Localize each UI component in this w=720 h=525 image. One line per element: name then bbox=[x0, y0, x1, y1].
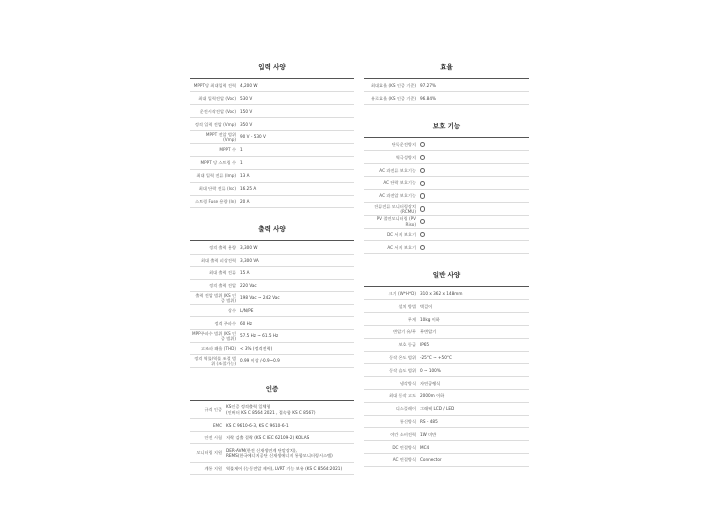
spec-label: 운전시작전압 (Voc) bbox=[190, 105, 238, 118]
spec-value-line: 1W 미만 bbox=[420, 431, 437, 437]
spec-row bbox=[364, 377, 529, 390]
spec-value bbox=[238, 317, 354, 330]
protection-title: 보호 기능 bbox=[364, 116, 529, 138]
spec-row bbox=[364, 454, 529, 467]
spec-row bbox=[364, 228, 529, 241]
spec-row bbox=[364, 215, 529, 228]
spec-value-line: 자연공랭식 bbox=[420, 380, 441, 386]
spec-value-line: 역률제어 (능동전압 제어), LVRT 기능 보유 (KS C 8564:2021) bbox=[226, 465, 343, 471]
spec-value bbox=[224, 462, 354, 475]
circle-icon bbox=[420, 168, 425, 173]
spec-value-line: 10kg 이하 bbox=[420, 316, 440, 322]
spec-value bbox=[238, 241, 354, 254]
spec-row bbox=[190, 401, 354, 419]
spec-label: 냉각방식 bbox=[364, 377, 418, 390]
supported-indicator bbox=[418, 215, 529, 228]
spec-label: 상수 bbox=[190, 304, 238, 317]
spec-row bbox=[364, 189, 529, 202]
spec-label: 변압기 유/무 bbox=[364, 326, 418, 339]
spec-value-line: KS C 9610-6-3, KS C 9610-6-1 bbox=[226, 422, 289, 428]
spec-label: DC 서지 보호기 bbox=[364, 228, 418, 241]
spec-value-line: L/N/PE bbox=[240, 308, 254, 314]
spec-value-line: 무변압기 bbox=[420, 329, 437, 335]
spec-value-line: Connector bbox=[420, 457, 442, 463]
spec-value bbox=[418, 364, 529, 377]
spec-row bbox=[190, 355, 354, 368]
spec-row bbox=[190, 92, 354, 105]
spec-value bbox=[238, 156, 354, 169]
spec-value bbox=[238, 267, 354, 280]
spec-row bbox=[190, 330, 354, 343]
spec-value-line: 13 A bbox=[240, 173, 250, 179]
spec-row bbox=[190, 118, 354, 131]
spec-value-line: IP65 bbox=[420, 342, 430, 348]
spec-value bbox=[418, 377, 529, 390]
spec-value bbox=[238, 118, 354, 131]
spec-value bbox=[224, 444, 354, 462]
spec-row bbox=[364, 92, 529, 105]
spec-value bbox=[238, 169, 354, 182]
circle-icon bbox=[420, 232, 425, 237]
spec-row bbox=[364, 138, 529, 151]
spec-value bbox=[238, 79, 354, 92]
spec-row bbox=[364, 441, 529, 454]
spec-row bbox=[364, 364, 529, 377]
spec-value bbox=[238, 330, 354, 343]
spec-value bbox=[418, 338, 529, 351]
input-spec-title: 입력 사양 bbox=[190, 57, 354, 79]
spec-value-line: MC4 bbox=[420, 444, 430, 450]
spec-value-line: 530 V bbox=[240, 95, 253, 101]
spec-label: MPPT 전압 범위 (Vmp) bbox=[190, 131, 238, 144]
spec-label: 최대 단락 전류 (Isc) bbox=[190, 182, 238, 195]
circle-icon bbox=[420, 206, 425, 211]
spec-row bbox=[190, 279, 354, 292]
spec-label: PV 절연모니터링 (PV Riso) bbox=[364, 215, 418, 228]
spec-value-line: 97.27% bbox=[420, 82, 436, 88]
spec-value-line: 벽걸이 bbox=[420, 303, 433, 309]
general-spec-title: 일반 사양 bbox=[364, 265, 529, 287]
spec-label: 계통 지원 bbox=[190, 462, 224, 475]
spec-row bbox=[364, 428, 529, 441]
spec-label: MPPT 수 bbox=[190, 143, 238, 156]
spec-label: 유로효율 (KS 인증 기준) bbox=[364, 92, 418, 105]
spec-label: AC 서지 보호기 bbox=[364, 241, 418, 254]
spec-value bbox=[418, 441, 529, 454]
spec-row bbox=[190, 267, 354, 280]
spec-row bbox=[190, 254, 354, 267]
spec-row bbox=[364, 177, 529, 190]
left-column bbox=[190, 57, 354, 475]
spec-value-line: 96.84% bbox=[420, 95, 436, 101]
spec-label: 동작 온도 범위 bbox=[364, 351, 418, 364]
spec-value bbox=[238, 304, 354, 317]
spec-value-line: DER-AVM(한전 신재생연계 단말장치), bbox=[226, 447, 297, 453]
output-spec-title: 출력 사양 bbox=[190, 219, 354, 241]
spec-value-line: -25°C ~ +50°C bbox=[420, 354, 452, 360]
spec-value-line: 16.25 A bbox=[240, 185, 257, 191]
supported-indicator bbox=[418, 189, 529, 202]
spec-label: 단독운전방지 bbox=[364, 138, 418, 151]
spec-row bbox=[190, 156, 354, 169]
supported-indicator bbox=[418, 202, 529, 215]
spec-value bbox=[418, 390, 529, 403]
spec-label: 크기 (W*H*D) bbox=[364, 287, 418, 300]
spec-value-line: 4,200 W bbox=[240, 82, 258, 88]
spec-row bbox=[364, 326, 529, 339]
circle-icon bbox=[420, 142, 425, 147]
spec-row bbox=[190, 444, 354, 462]
supported-indicator bbox=[418, 241, 529, 254]
spec-label: 역극성방지 bbox=[364, 151, 418, 164]
supported-indicator bbox=[418, 151, 529, 164]
spec-value-line: 350 V bbox=[240, 121, 253, 127]
spec-row bbox=[364, 338, 529, 351]
spec-row bbox=[364, 241, 529, 254]
spec-value bbox=[238, 143, 354, 156]
spec-value bbox=[238, 182, 354, 195]
spec-row bbox=[364, 202, 529, 215]
spec-value-line: 20 A bbox=[240, 198, 250, 204]
spec-row bbox=[190, 292, 354, 305]
spec-value bbox=[418, 92, 529, 105]
spec-row bbox=[190, 195, 354, 208]
spec-value bbox=[238, 355, 354, 368]
spec-label: 잔류전류 모니터링장치 (RCMU) bbox=[364, 202, 418, 215]
spec-value-line: 57.5 Hz ~ 61.5 Hz bbox=[240, 333, 279, 339]
spec-label: 정격 출력 전압 bbox=[190, 279, 238, 292]
spec-label: 출력 전압 범위 (KS 인증 범위) bbox=[190, 292, 238, 305]
spec-label: MPPT당 최대입력 전력 bbox=[190, 79, 238, 92]
spec-value bbox=[418, 79, 529, 92]
spec-label: 규격 인증 bbox=[190, 401, 224, 419]
spec-row bbox=[364, 287, 529, 300]
spec-value bbox=[238, 105, 354, 118]
spec-value-line: 1 bbox=[240, 160, 243, 166]
spec-label: 정격 역률/역률 조절 범위 (조절가능) bbox=[190, 355, 238, 368]
spec-row bbox=[190, 169, 354, 182]
spec-row bbox=[190, 419, 354, 432]
spec-value-line: 0.99 이상 /-0.9~0.9 bbox=[240, 358, 280, 364]
general-spec-table bbox=[364, 287, 529, 467]
spec-label: 스트링 Fuse 용량 (In) bbox=[190, 195, 238, 208]
efficiency-title: 효율 bbox=[364, 57, 529, 79]
spec-label: 최대 출력 전류 bbox=[190, 267, 238, 280]
spec-value-line: (인버터 KS C 8564 2021 , 접속함 KS C 8567) bbox=[226, 409, 316, 415]
spec-label: 최대 출력 피상전력 bbox=[190, 254, 238, 267]
spec-label: MPPT 당 스트링 수 bbox=[190, 156, 238, 169]
spec-row bbox=[364, 402, 529, 415]
spec-value-line: 60 Hz bbox=[240, 320, 253, 326]
spec-value-line: 150 V bbox=[240, 108, 253, 114]
cert-title: 인증 bbox=[190, 379, 354, 401]
circle-icon bbox=[420, 219, 425, 224]
spec-label: EMC bbox=[190, 419, 224, 432]
spec-label: MPP주파수 범위 (KS 인증 범위) bbox=[190, 330, 238, 343]
spec-row bbox=[190, 182, 354, 195]
spec-row bbox=[190, 143, 354, 156]
spec-label: 안전 시험 bbox=[190, 431, 224, 444]
spec-label: 설치 방법 bbox=[364, 300, 418, 313]
right-column bbox=[364, 57, 529, 467]
spec-row bbox=[190, 79, 354, 92]
spec-row bbox=[364, 79, 529, 92]
output-spec-table bbox=[190, 241, 354, 367]
spec-label: 최대효율 (KS 인증 기준) bbox=[364, 79, 418, 92]
spec-value bbox=[418, 351, 529, 364]
spec-value-line: 1 bbox=[240, 147, 243, 153]
spec-label: 정격 입력 전압 (Vmp) bbox=[190, 118, 238, 131]
spec-row bbox=[364, 164, 529, 177]
spec-label: 정격 주파수 bbox=[190, 317, 238, 330]
spec-value bbox=[238, 131, 354, 144]
spec-value bbox=[418, 326, 529, 339]
spec-row bbox=[190, 241, 354, 254]
spec-value-line: KS인증 정격출력 일체형 bbox=[226, 404, 271, 410]
spec-value-line: 220 Vac bbox=[240, 282, 257, 288]
spec-row bbox=[364, 313, 529, 326]
spec-label: 디스플레이 bbox=[364, 402, 418, 415]
spec-value bbox=[418, 287, 529, 300]
spec-row bbox=[364, 151, 529, 164]
spec-row bbox=[190, 105, 354, 118]
supported-indicator bbox=[418, 228, 529, 241]
spec-row bbox=[190, 431, 354, 444]
spec-value-line: 그래픽 LCD / LED bbox=[420, 406, 455, 412]
spec-row bbox=[364, 300, 529, 313]
spec-value bbox=[224, 401, 354, 419]
spec-value bbox=[238, 342, 354, 355]
spec-label: AC 단락 보호기능 bbox=[364, 177, 418, 190]
spec-row bbox=[190, 131, 354, 144]
spec-value-line: 15 A bbox=[240, 270, 250, 276]
spec-value-line: 198 Vac ~ 242 Vac bbox=[240, 295, 280, 301]
spec-label: AC 연결방식 bbox=[364, 454, 418, 467]
efficiency-table bbox=[364, 79, 529, 105]
spec-label: 동작 습도 범위 bbox=[364, 364, 418, 377]
spec-value bbox=[238, 279, 354, 292]
spec-value-line: 2000m 이하 bbox=[420, 393, 445, 399]
spec-value bbox=[238, 292, 354, 305]
spec-label: 무게 bbox=[364, 313, 418, 326]
cert-table bbox=[190, 401, 354, 475]
spec-label: 최대 입력 전류 (Imp) bbox=[190, 169, 238, 182]
spec-value-line: < 3% (정격전력) bbox=[240, 345, 273, 351]
spec-row bbox=[364, 351, 529, 364]
spec-row bbox=[190, 462, 354, 475]
spec-value-line: 310 x 362 x 148mm bbox=[420, 290, 463, 296]
protection-table bbox=[364, 138, 529, 254]
circle-icon bbox=[420, 245, 425, 250]
circle-icon bbox=[420, 193, 425, 198]
spec-value-line: 90 V - 530 V bbox=[240, 134, 266, 140]
supported-indicator bbox=[418, 138, 529, 151]
spec-value bbox=[238, 92, 354, 105]
spec-value bbox=[224, 419, 354, 432]
spec-value bbox=[238, 195, 354, 208]
spec-value bbox=[418, 313, 529, 326]
spec-label: DC 연결방식 bbox=[364, 441, 418, 454]
input-spec-table bbox=[190, 79, 354, 208]
spec-label: AC 과전압 보호기능 bbox=[364, 189, 418, 202]
spec-value bbox=[238, 254, 354, 267]
spec-value-line: 저락 검출 결락 (KS C IEC 62109-2) KOLAS bbox=[226, 435, 310, 441]
spec-value bbox=[418, 415, 529, 428]
spec-row bbox=[190, 342, 354, 355]
spec-row bbox=[190, 317, 354, 330]
spec-label: 통신방식 bbox=[364, 415, 418, 428]
spec-label: AC 과전류 보호기능 bbox=[364, 164, 418, 177]
circle-icon bbox=[420, 181, 425, 186]
spec-label: 보호 등급 bbox=[364, 338, 418, 351]
supported-indicator bbox=[418, 177, 529, 190]
spec-label: 야간 소비전력 bbox=[364, 428, 418, 441]
spec-value-line: 3,300 VA bbox=[240, 257, 259, 263]
spec-value-line: 3,300 W bbox=[240, 244, 258, 250]
spec-label: 정격 출력 용량 bbox=[190, 241, 238, 254]
spec-value bbox=[418, 454, 529, 467]
spec-label: 최대 입력전압 (Voc) bbox=[190, 92, 238, 105]
spec-value bbox=[418, 300, 529, 313]
spec-value bbox=[418, 428, 529, 441]
spec-value-line: RS - 485 bbox=[420, 418, 438, 424]
spec-label: 최대 동작 고도 bbox=[364, 390, 418, 403]
supported-indicator bbox=[418, 164, 529, 177]
spec-label: 고조파 왜율 (THD) bbox=[190, 342, 238, 355]
spec-row bbox=[364, 415, 529, 428]
spec-value-line: REMS(한국에너지공단 신재생에너지 통합모니터링시스템) bbox=[226, 453, 333, 459]
spec-value bbox=[418, 402, 529, 415]
spec-row bbox=[364, 390, 529, 403]
spec-label: 모니터링 지원 bbox=[190, 444, 224, 462]
spec-row bbox=[190, 304, 354, 317]
spec-value bbox=[224, 431, 354, 444]
spec-value-line: 0 ~ 100% bbox=[420, 367, 441, 373]
circle-icon bbox=[420, 155, 425, 160]
